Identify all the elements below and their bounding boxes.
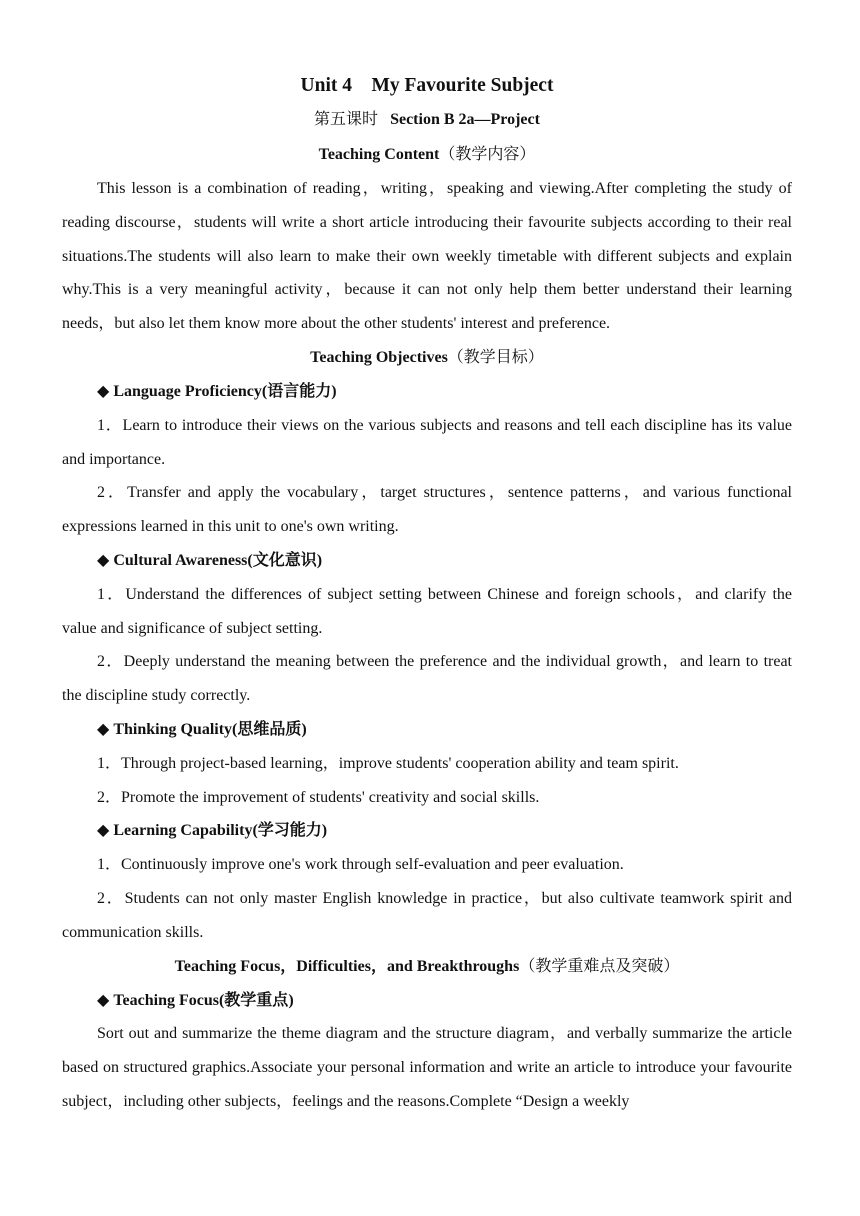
heading-en: Teaching Objectives <box>310 348 448 366</box>
bullet-label-close: ) <box>316 551 323 569</box>
thinking-quality-heading <box>62 713 792 747</box>
objective-item: 1．Learn to introduce their views on the various subjects and reasons and tell each discipline has its value and importance. <box>62 416 792 468</box>
section-range: Section B 2a—Project <box>390 111 540 128</box>
bullet-label-close: ) <box>321 822 328 840</box>
heading-en: Teaching Content <box>318 146 440 163</box>
heading-cn: （教学目标） <box>447 348 544 366</box>
bullet-label: Teaching Focus( <box>113 991 225 1009</box>
bullet-label-cn: 思维品质 <box>237 720 302 738</box>
bullet-label: Thinking Quality( <box>113 720 238 738</box>
lesson-number-cn: 第五课时 <box>314 111 379 128</box>
bullet-label: Cultural Awareness( <box>113 551 253 569</box>
objective-item: 1．Continuously improve one's work through self-evaluation and peer evaluation. <box>97 856 624 874</box>
diamond-bullet-icon: ◆ <box>97 822 110 840</box>
objective-item: 2．Promote the improvement of students' creativity and social skills. <box>97 788 540 806</box>
bullet-label-cn: 语言能力 <box>267 382 332 400</box>
bullet-label-cn: 文化意识 <box>252 551 317 569</box>
lesson-subtitle <box>62 102 792 138</box>
diamond-bullet-icon: ◆ <box>97 991 110 1009</box>
document-title: Unit 4 My Favourite Subject <box>300 75 554 96</box>
heading-en: Teaching Focus，Difficulties，and Breakthroughs <box>174 957 520 975</box>
teaching-objectives-heading <box>62 341 792 375</box>
document-page <box>62 70 792 1119</box>
heading-cn: （教学内容） <box>439 146 536 163</box>
bullet-label: Learning Capability( <box>113 822 258 840</box>
teaching-content-heading <box>62 138 792 172</box>
bullet-label-close: ) <box>301 720 307 738</box>
diamond-bullet-icon: ◆ <box>97 382 110 400</box>
learning-capability-heading <box>62 814 792 848</box>
cultural-awareness-heading <box>62 544 792 578</box>
objective-item: 1．Through project-based learning，improve students' cooperation ability and team spirit. <box>97 754 679 772</box>
bullet-label-cn: 教学重点 <box>224 991 289 1009</box>
teaching-content-paragraph: This lesson is a combination of reading，writing，speaking and viewing.After completing the study of reading discourse，students will write a short article introducing their favourite subjects according to their real situations.The students will also learn to make their own weekly timetable with different subjects and explain why.This is a very meaningful activity，because it can not only help them better understand their learning needs，but also let them know more about the other students' interest and preference. <box>62 180 792 333</box>
bullet-label-cn: 学习能力 <box>257 822 322 840</box>
objective-item: 2．Students can not only master English knowledge in practice，but also cultivate teamwork spirit and communication skills. <box>62 889 792 941</box>
heading-cn: （教学重难点及突破） <box>519 957 680 975</box>
objective-item: 2．Transfer and apply the vocabulary，target structures，sentence patterns，and various functional expressions learned in this unit to one's own writing. <box>62 484 792 536</box>
objective-item: 1．Understand the differences of subject setting between Chinese and foreign schools，and clarify the value and significance of subject setting. <box>62 585 792 637</box>
diamond-bullet-icon: ◆ <box>97 551 110 569</box>
language-proficiency-heading <box>62 375 792 409</box>
objective-item: 2．Deeply understand the meaning between the preference and the individual growth，and learn to treat the discipline study correctly. <box>62 653 792 705</box>
teaching-focus-paragraph: Sort out and summarize the theme diagram and the structure diagram，and verbally summarize the article based on structured graphics.Associate your personal information and write an article to introduce your favourite subject，including other subjects，feelings and the reasons.Complete “Design a weekly <box>62 1025 792 1110</box>
focus-difficulties-heading <box>62 950 792 984</box>
bullet-label-close: ) <box>331 382 337 400</box>
bullet-label-close: ) <box>288 991 294 1009</box>
diamond-bullet-icon: ◆ <box>97 720 110 738</box>
bullet-label: Language Proficiency( <box>113 382 268 400</box>
teaching-focus-heading <box>62 984 792 1018</box>
